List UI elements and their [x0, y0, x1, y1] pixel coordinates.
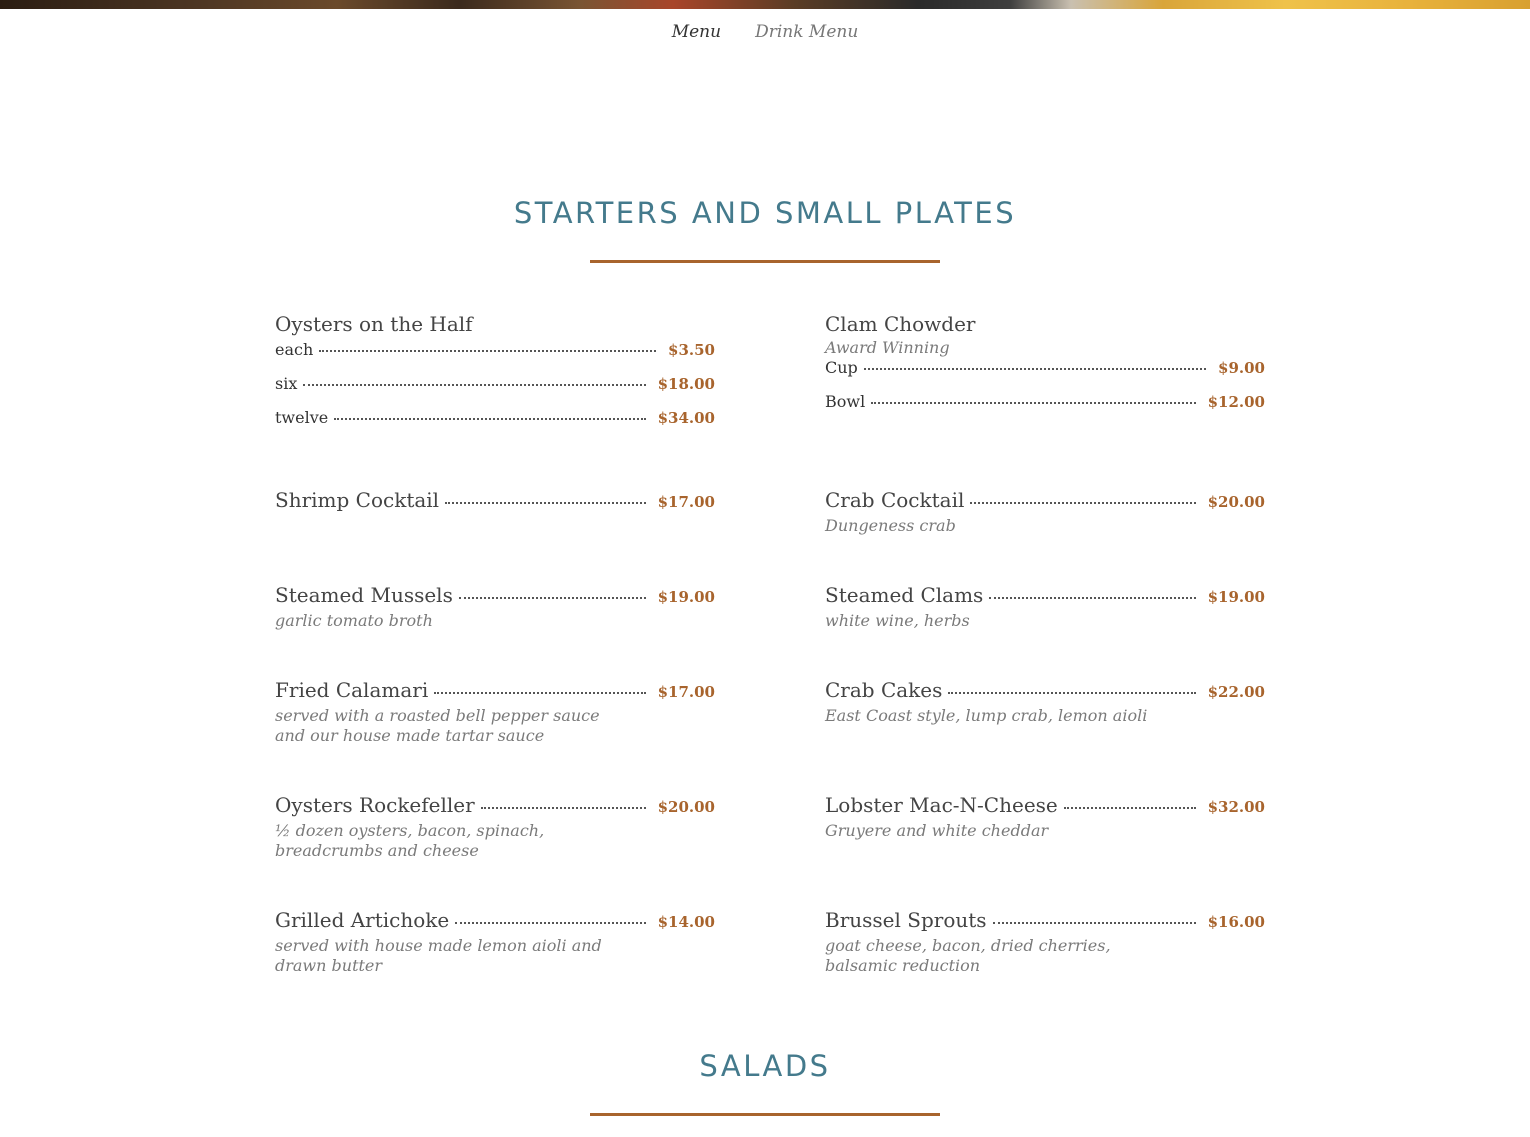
item-description: goat cheese, bacon, dried cherries, balsamic reduction — [825, 936, 1111, 975]
item-name: Crab Cakes — [825, 678, 943, 702]
leader-dots — [948, 691, 1195, 694]
item-description: Award Winning — [825, 338, 950, 357]
item-price: $34.00 — [657, 409, 715, 427]
item-price: $17.00 — [657, 683, 715, 701]
price-option — [275, 408, 715, 442]
menu-item-grilled-artichoke — [275, 908, 715, 976]
item-price: $20.00 — [657, 798, 715, 816]
hero-image-strip — [0, 0, 1530, 9]
item-name: Brussel Sprouts — [825, 908, 987, 932]
item-name: Steamed Mussels — [275, 583, 453, 607]
item-price: $19.00 — [1207, 588, 1265, 606]
leader-dots — [871, 401, 1195, 404]
item-price: $14.00 — [657, 913, 715, 931]
leader-dots — [1064, 806, 1196, 809]
leader-dots — [434, 691, 645, 694]
leader-dots — [303, 383, 645, 386]
section-title-salads: SALADS — [699, 1049, 831, 1083]
menu-item-clam-chowder — [825, 312, 1265, 426]
item-description: garlic tomato broth — [275, 611, 433, 630]
item-price: $17.00 — [657, 493, 715, 511]
item-price: $32.00 — [1207, 798, 1265, 816]
item-price: $9.00 — [1218, 359, 1265, 377]
menu-item-shrimp-cocktail — [275, 488, 715, 512]
option-label: six — [275, 374, 298, 393]
item-description: served with a roasted bell pepper sauce and our house made tartar sauce — [275, 706, 600, 745]
item-description: served with house made lemon aioli and drawn butter — [275, 936, 602, 975]
leader-dots — [481, 806, 646, 809]
leader-dots — [319, 349, 656, 352]
item-name: Oysters Rockefeller — [275, 793, 475, 817]
item-name: Lobster Mac-N-Cheese — [825, 793, 1058, 817]
option-label: Bowl — [825, 392, 866, 411]
nav-drink-menu-link[interactable]: Drink Menu — [755, 22, 859, 42]
leader-dots — [459, 596, 646, 599]
menu-item-crab-cakes — [825, 678, 1265, 726]
leader-dots — [864, 367, 1206, 370]
menu-item-steamed-clams — [825, 583, 1265, 631]
option-label: each — [275, 340, 314, 359]
menu-item-oysters-on-the-half — [275, 312, 715, 442]
item-description: Gruyere and white cheddar — [825, 821, 1049, 840]
item-price: $20.00 — [1207, 493, 1265, 511]
item-price: $3.50 — [668, 341, 715, 359]
item-description: Dungeness crab — [825, 516, 956, 535]
menu-nav — [0, 22, 1530, 42]
price-option — [275, 374, 715, 408]
item-price: $16.00 — [1207, 913, 1265, 931]
menu-item-brussel-sprouts — [825, 908, 1265, 976]
item-name: Steamed Clams — [825, 583, 984, 607]
item-name: Grilled Artichoke — [275, 908, 450, 932]
item-description: East Coast style, lump crab, lemon aioli — [825, 706, 1148, 725]
item-description: ½ dozen oysters, bacon, spinach, breadcrumbs and cheese — [275, 821, 545, 860]
leader-dots — [993, 921, 1196, 924]
item-name: Shrimp Cocktail — [275, 488, 440, 512]
menu-item-crab-cocktail — [825, 488, 1265, 536]
section-divider-salads — [590, 1113, 940, 1116]
item-name: Oysters on the Half — [275, 312, 473, 336]
option-label: twelve — [275, 408, 329, 427]
item-price: $22.00 — [1207, 683, 1265, 701]
price-option — [275, 340, 715, 374]
price-option — [825, 358, 1265, 392]
leader-dots — [445, 501, 645, 504]
menu-item-lobster-mac-n-cheese — [825, 793, 1265, 841]
item-name: Clam Chowder — [825, 312, 976, 336]
item-price: $18.00 — [657, 375, 715, 393]
nav-menu-link[interactable]: Menu — [671, 22, 722, 42]
item-description: white wine, herbs — [825, 611, 970, 630]
menu-item-oysters-rockefeller — [275, 793, 715, 861]
leader-dots — [334, 417, 645, 420]
leader-dots — [970, 501, 1195, 504]
section-title-starters: STARTERS AND SMALL PLATES — [513, 196, 1017, 230]
item-name: Crab Cocktail — [825, 488, 965, 512]
leader-dots — [455, 921, 645, 924]
section-divider-starters — [590, 260, 940, 263]
menu-item-steamed-mussels — [275, 583, 715, 631]
item-price: $12.00 — [1207, 393, 1265, 411]
item-name: Fried Calamari — [275, 678, 429, 702]
menu-item-fried-calamari — [275, 678, 715, 746]
leader-dots — [989, 596, 1195, 599]
price-option — [825, 392, 1265, 426]
item-price: $19.00 — [657, 588, 715, 606]
option-label: Cup — [825, 358, 858, 377]
